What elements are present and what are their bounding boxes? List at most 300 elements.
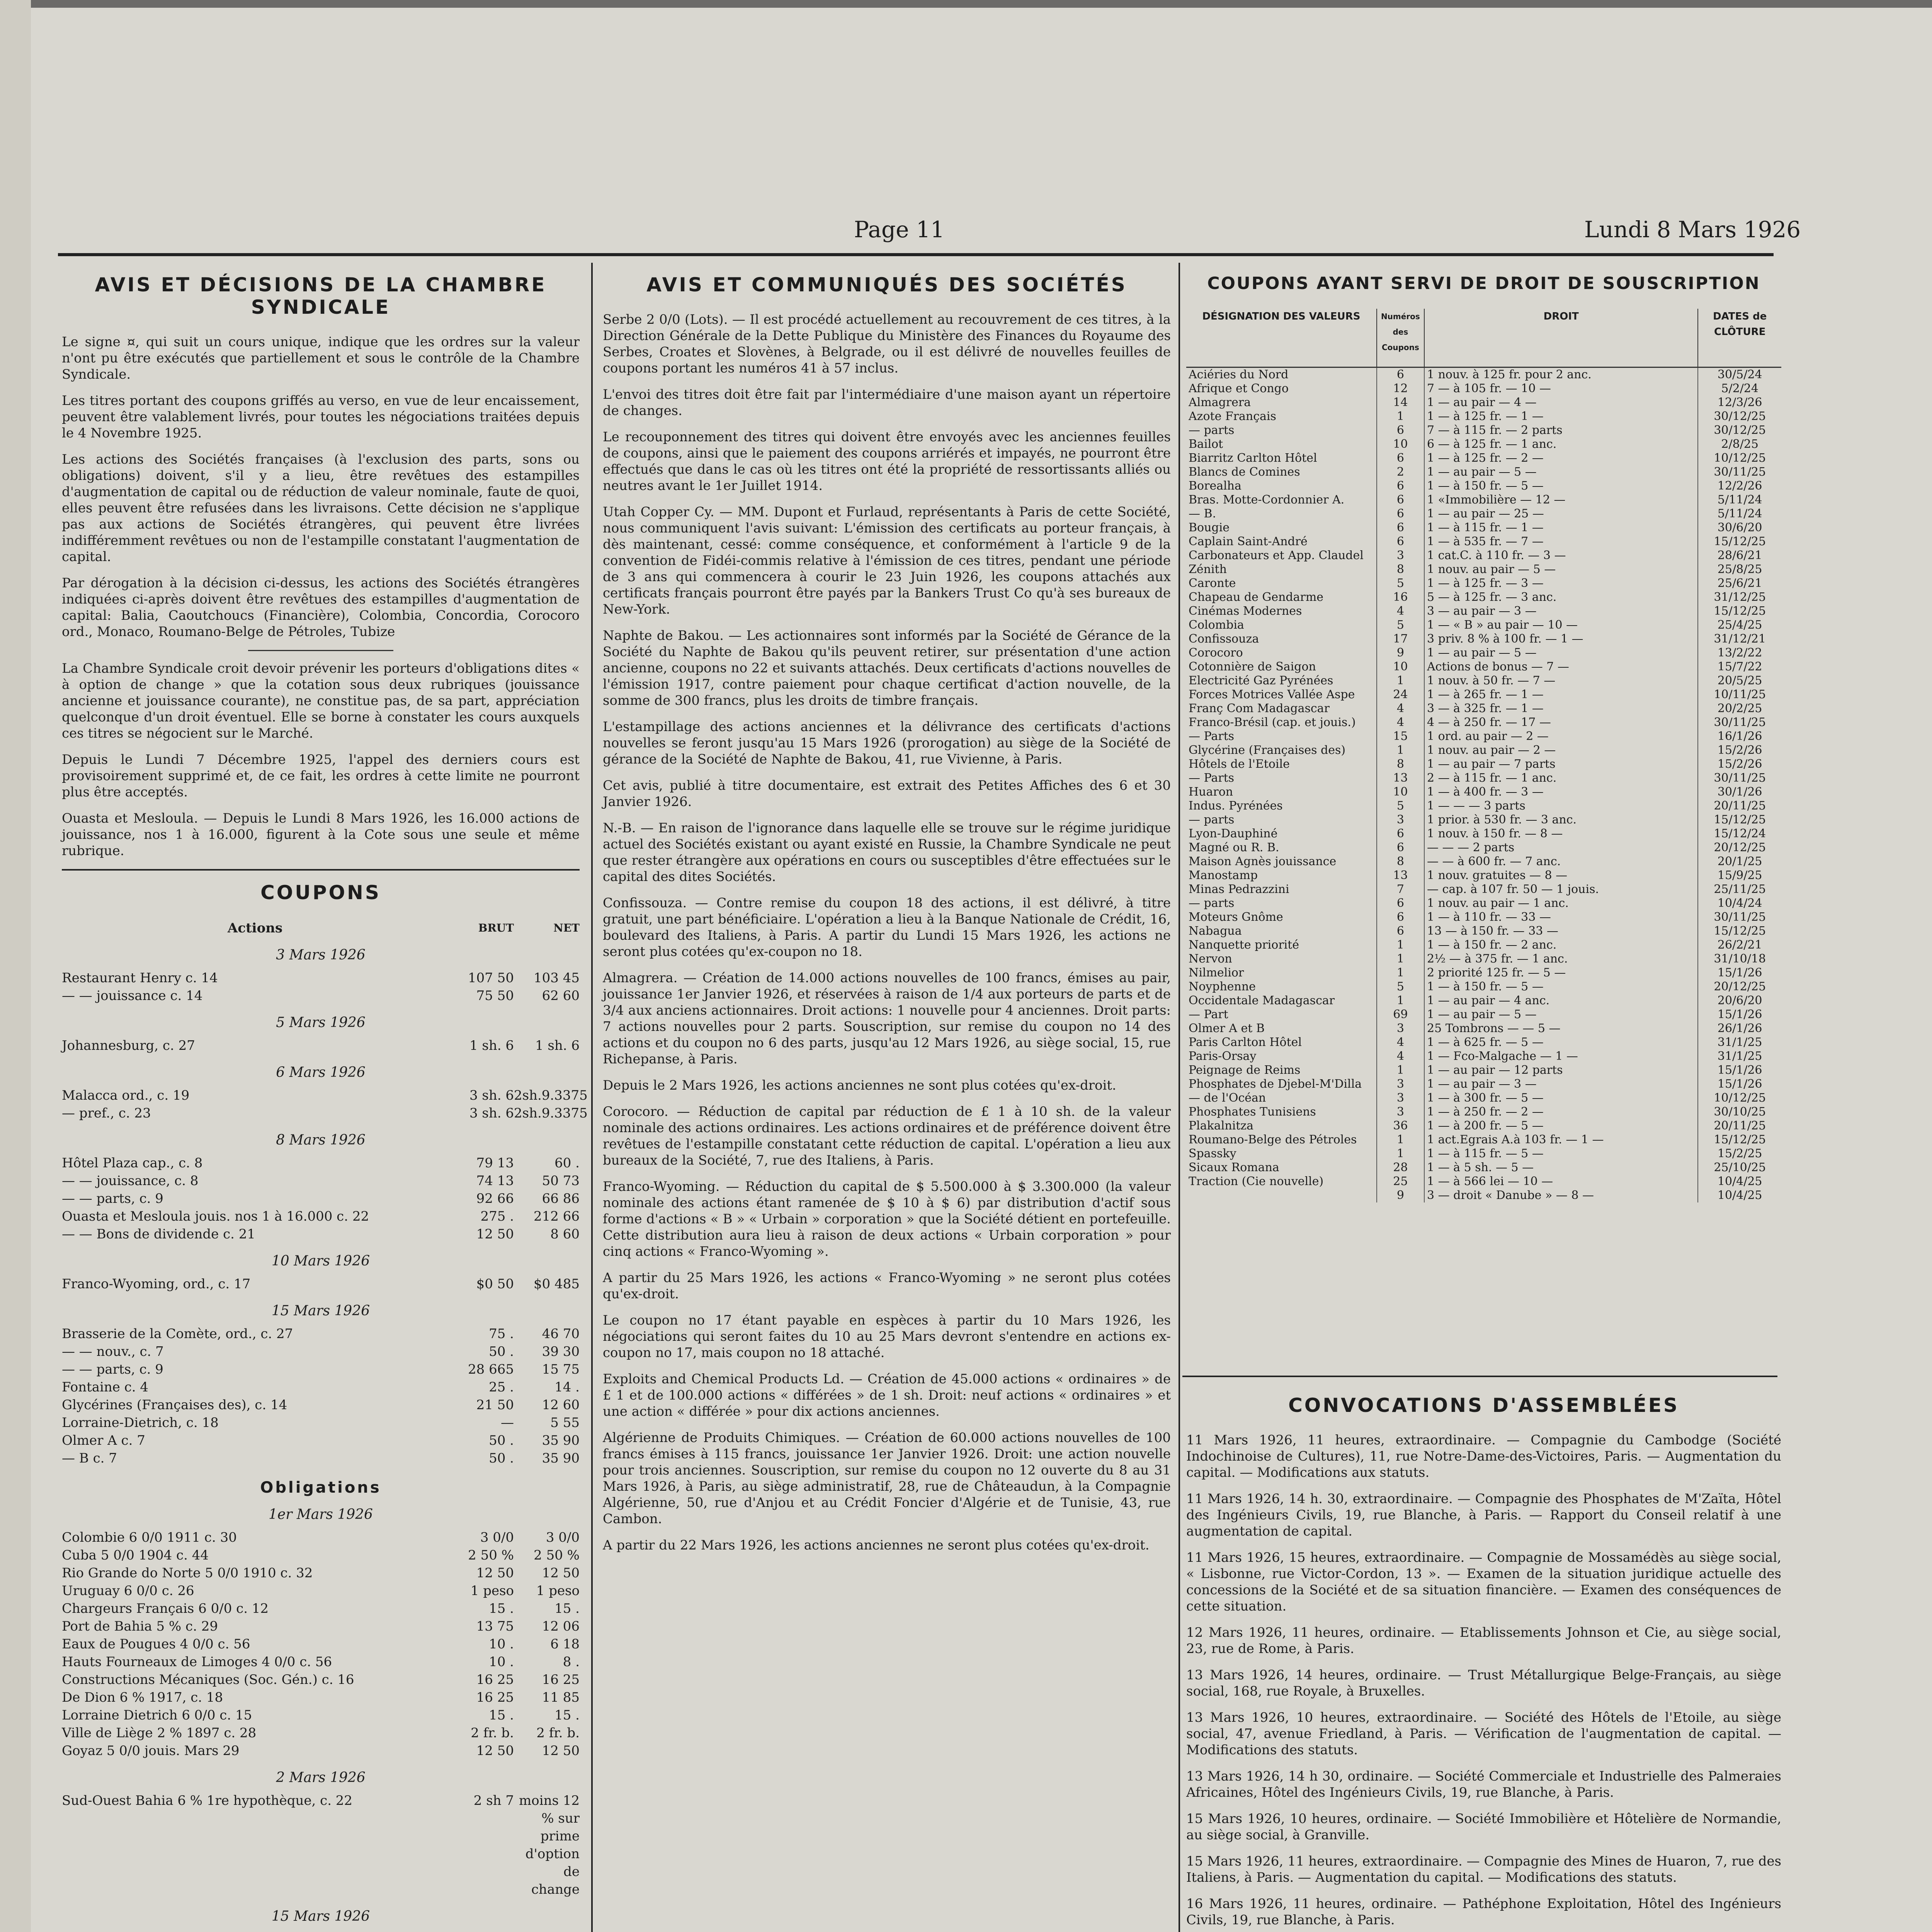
droit-cell: Roumano-Belge des Pétroles — [1186, 1133, 1377, 1147]
droit-cell: — — à 600 fr. — 7 anc. — [1424, 855, 1698, 869]
coupon-net: moins 12 % sur prime d'option de change — [519, 1793, 580, 1897]
droit-cell: Plakalnitza — [1186, 1119, 1377, 1133]
coupon-name: Sud-Ouest Bahia 6 % 1re hypothèque, c. 22 — [62, 1793, 353, 1808]
droit-row — [1186, 451, 1781, 465]
droit-cell: 5 — [1377, 618, 1424, 632]
droit-cell: 8 — [1377, 855, 1424, 869]
droit-cell: 20/6/20 — [1717, 994, 1762, 1007]
coupon-name: Hauts Fourneaux de Limoges 4 0/0 c. 56 — [62, 1654, 332, 1670]
droit-cell: 13/2/22 — [1717, 646, 1762, 660]
droit-row — [1186, 577, 1781, 590]
coupon-brut: 275 . — [480, 1209, 514, 1224]
coupon-name: De Dion 6 % 1917, c. 18 — [62, 1690, 223, 1705]
droit-cell: 1 — [1377, 1133, 1424, 1147]
communiques-paragraph: Utah Copper Cy. — MM. Dupont et Furlaud, représentants à Paris de cette Société, nous communiquent l'avis suivant: L'émission des certificats au porteur français, à dès maintenant, cessé: comme conséquence, et conformément à l'article 9 de la convention de Fidéi-commis relative à l'émission de ces titres, pendant une période de 3 ans qui commencera à courir le 23 Juin 1926, les coupons attachés aux certificats français pourront être payés par la Bankers Trust Co qu'à ses bureaux de New-York. — [603, 504, 1171, 617]
droit-table — [1186, 309, 1781, 1202]
coupon-net: 103 45 — [534, 970, 580, 986]
droit-cell: 6 — [1377, 451, 1424, 465]
droit-cell: 25 — [1377, 1175, 1424, 1189]
convocations-paragraph: 13 Mars 1926, 14 h 30, ordinaire. — Société Commerciale et Industrielle des Palmeraies Africaines, Hôtel des Ingénieurs Civils, 19, rue Blanche, à Paris. — [1186, 1769, 1781, 1800]
droit-cell: 25/4/25 — [1717, 618, 1762, 632]
page-date: Lundi 8 Mars 1926 — [1584, 216, 1801, 243]
coupon-net: 39 30 — [542, 1344, 580, 1359]
communiques-paragraph: L'envoi des titres doit être fait par l'intermédiaire d'une maison ayant un répertoire de changes. — [603, 387, 1171, 418]
convocations-paragraph: 13 Mars 1926, 10 heures, extraordinaire. — Société des Hôtels de l'Etoile, au siège social, 47, avenue Friedland, à Paris. — Vérification de l'augmentation de capital. — Modifications des statuts. — [1186, 1710, 1781, 1758]
droit-cell: 8 — [1377, 563, 1424, 577]
droit-cell: 20/11/25 — [1714, 1119, 1766, 1133]
coupon-net: 16 25 — [542, 1672, 580, 1687]
coupon-row — [62, 1378, 580, 1396]
coupon-row — [62, 1325, 580, 1343]
droit-cell: Afrique et Congo — [1186, 382, 1377, 396]
droit-cell: 6 — [1377, 479, 1424, 493]
coupon-row — [62, 1671, 580, 1689]
coupon-row — [62, 1190, 580, 1208]
avis-paragraph: Depuis le Lundi 7 Décembre 1925, l'appel des derniers cours est provisoirement supprimé et, de ce fait, les ordres à cette limite ne pourront plus être acceptés. — [62, 752, 580, 800]
coupon-brut: 50 . — [489, 1433, 514, 1448]
coupon-date: 15 Mars 1926 — [271, 1908, 370, 1924]
droit-cell: 1 act.Egrais A.à 103 fr. — 1 — — [1424, 1133, 1698, 1147]
droit-cell: 10/4/24 — [1717, 896, 1762, 910]
droit-cell: 12 — [1377, 382, 1424, 396]
coupon-brut: 50 . — [489, 1451, 514, 1466]
droit-cell: 31/12/25 — [1714, 590, 1766, 604]
communiques-paragraph: Depuis le 2 Mars 1926, les actions anciennes ne sont plus cotées qu'ex-droit. — [603, 1078, 1116, 1093]
droit-cell: Confissouza — [1186, 632, 1377, 646]
droit-cell: — Parts — [1186, 771, 1377, 785]
coupon-net: 6 18 — [550, 1636, 580, 1652]
droit-cell: 1 cat.C. à 110 fr. — 3 — — [1424, 549, 1698, 563]
coupon-brut: 15 . — [489, 1601, 514, 1616]
coupon-net: 12 06 — [542, 1619, 580, 1634]
droit-cell: 6 — [1377, 493, 1424, 507]
droit-cell: 2/8/25 — [1721, 437, 1759, 451]
communiques-paragraph: Corocoro. — Réduction de capital par réduction de £ 1 à 10 sh. de la valeur nominale des actions ordinaires. Les actions ordinaires et de préférence doivent être revêtues de l'estampille constatant cette réduction de capital. L'opération a lieu aux bureaux de la Société, 7, rue des Italiens, à Paris. — [603, 1104, 1171, 1168]
communiques-body — [603, 311, 1171, 1553]
droit-row — [1186, 1077, 1781, 1091]
droit-cell — [1186, 1189, 1377, 1202]
droit-cell: 1 — à 115 fr. — 1 — — [1424, 521, 1698, 535]
communiques-paragraph: Exploits and Chemical Products Ld. — Création de 45.000 actions « ordinaires » de £ 1 et de 100.000 actions « différées » de 1 sh. Droit: neuf actions « ordinaires » et une action « différée » pour dix actions anciennes. — [603, 1371, 1171, 1419]
coupon-row — [62, 1546, 580, 1564]
droit-cell: 16/1/26 — [1717, 730, 1762, 743]
column-droit — [1186, 263, 1781, 1372]
coupon-net: 12 50 — [542, 1565, 580, 1581]
droit-cell: Bras. Motte-Cordonnier A. — [1186, 493, 1377, 507]
droit-cell: 10/12/25 — [1714, 451, 1766, 465]
droit-cell: 1 — au pair — 7 parts — [1424, 757, 1698, 771]
droit-cell: 10/12/25 — [1714, 1091, 1766, 1105]
coupon-net: 35 90 — [542, 1433, 580, 1448]
droit-row — [1186, 980, 1781, 994]
coupon-net: 60 . — [554, 1155, 580, 1171]
droit-cell: 1 — à 535 fr. — 7 — — [1424, 535, 1698, 549]
coupon-net: 5 55 — [550, 1415, 580, 1430]
droit-cell: Noyphenne — [1186, 980, 1377, 994]
coupon-brut: 50 . — [489, 1344, 514, 1359]
droit-cell: 25/6/21 — [1717, 577, 1762, 590]
coupon-brut: 12 50 — [476, 1226, 514, 1242]
droit-cell: 1 — au pair — 12 parts — [1424, 1063, 1698, 1077]
droit-row — [1186, 465, 1781, 479]
droit-cell: 1 — à 265 fr. — 1 — — [1424, 688, 1698, 702]
droit-cell: Carbonateurs et App. Claudel — [1186, 549, 1377, 563]
coupon-name: Lorraine Dietrich 6 0/0 c. 15 — [62, 1708, 252, 1723]
droit-row — [1186, 563, 1781, 577]
coupon-name: Lorraine-Dietrich, c. 18 — [62, 1415, 219, 1430]
avis-paragraph: Les actions des Sociétés françaises (à l'exclusion des parts, sons ou obligations) doivent, s'il y a lieu, être revêtues des estampilles d'augmentation de capital ou de réduction de valeur nominale, faute de quoi, elles peuvent être refusées dans les livraisons. Cette décision ne s'applique pas aux actions de Sociétés étrangères, qui peuvent être livrées indifféremment revêtues ou non de l'estampille constatant l'augmentation de capital. — [62, 452, 580, 565]
droit-cell: 1 — à 625 fr. — 5 — — [1424, 1036, 1698, 1049]
convocations-paragraph: 15 Mars 1926, 10 heures, ordinaire. — Société Immobilière et Hôtelière de Normandie, au siège social, à Granville. — [1186, 1811, 1781, 1843]
coupon-row — [62, 1635, 580, 1653]
droit-cell: 1 — au pair — 5 — — [1424, 465, 1698, 479]
droit-cell: 28 — [1377, 1161, 1424, 1175]
coupon-date: 1er Mars 1926 — [269, 1507, 373, 1522]
coupon-name: Olmer A c. 7 — [62, 1433, 145, 1448]
coupon-name: Constructions Mécaniques (Soc. Gén.) c. 16 — [62, 1672, 354, 1687]
droit-row — [1186, 938, 1781, 952]
coupon-net: 66 86 — [542, 1191, 580, 1206]
droit-cell: Minas Pedrazzini — [1186, 883, 1377, 896]
droit-cell: 12/3/26 — [1717, 396, 1762, 409]
droit-cell: Borealha — [1186, 479, 1377, 493]
droit-cell: 3 — [1377, 1077, 1424, 1091]
coupon-brut: 107 50 — [468, 970, 514, 986]
droit-cell: 6 — [1377, 535, 1424, 549]
droit-cell: 3 priv. 8 % à 100 fr. — 1 — — [1424, 632, 1698, 646]
droit-cell: 30/12/25 — [1714, 423, 1766, 437]
section-rule — [1182, 1376, 1777, 1377]
coupon-brut: 75 . — [489, 1326, 514, 1342]
droit-cell: 6 — [1377, 896, 1424, 910]
communiques-paragraph: Serbe 2 0/0 (Lots). — Il est procédé actuellement au recouvrement de ces titres, à la Direction Générale de la Dette Publique du Ministère des Finances du Royaume des Serbes, Croates et Slovènes, à Belgrade, ou il est délivré de nouvelles feuilles de coupons portant les numéros 41 à 57 inclus. — [603, 312, 1171, 376]
droit-cell: 31/10/18 — [1714, 952, 1766, 966]
coupons-head-brut: BRUT — [478, 922, 514, 934]
droit-row — [1186, 1008, 1781, 1022]
droit-cell: 7 — à 105 fr. — 10 — — [1424, 382, 1698, 396]
droit-cell: — parts — [1186, 896, 1377, 910]
droit-cell: Colombia — [1186, 618, 1377, 632]
coupon-date: 10 Mars 1926 — [271, 1253, 370, 1269]
droit-cell: 1 — Fco-Malgache — 1 — — [1424, 1049, 1698, 1063]
droit-cell: 3 — [1377, 1105, 1424, 1119]
coupon-net — [514, 1930, 580, 1932]
coupon-brut: 75 50 — [476, 988, 514, 1003]
communiques-paragraph: N.-B. — En raison de l'ignorance dans laquelle elle se trouve sur le régime juridique actuel des Sociétés existant ou ayant existé en Russie, la Chambre Syndicale ne peut que rester étrangère aux opérations en cours ou susceptibles d'être effectuées sur le capital des dites Sociétés. — [603, 820, 1171, 884]
droit-cell: 1 nouv. gratuites — 8 — — [1424, 869, 1698, 883]
droit-cell: 15/1/26 — [1717, 1077, 1762, 1091]
droit-row — [1186, 841, 1781, 855]
droit-cell: — — — 2 parts — [1424, 841, 1698, 855]
droit-row — [1186, 743, 1781, 757]
coupon-row — [62, 1617, 580, 1635]
column-avis — [62, 263, 588, 1932]
communiques-paragraph: A partir du 25 Mars 1926, les actions « Franco-Wyoming » ne seront plus cotées qu'ex-droit. — [603, 1270, 1171, 1302]
coupon-row — [62, 1208, 580, 1225]
coupon-name: Cuba 5 0/0 1904 c. 44 — [62, 1548, 209, 1563]
droit-cell: 1 — [1377, 952, 1424, 966]
droit-cell: 15/2/25 — [1717, 1147, 1762, 1160]
droit-cell: Zénith — [1186, 563, 1377, 577]
coupon-row — [62, 1653, 580, 1671]
coupon-name: — — parts, c. 9 — [62, 1191, 163, 1206]
droit-cell: 15/12/25 — [1714, 924, 1766, 938]
coupon-row — [62, 1432, 580, 1449]
droit-row — [1186, 785, 1781, 799]
convocations-paragraph: 11 Mars 1926, 15 heures, extraordinaire. — Compagnie de Mossamédès au siège social, « Lisbonne, rue Victor-Cordon, 13 ». — Examen de la situation juridique actuelle des concessions de la Société et de sa situation financière. — Examen des conséquences de cette situation. — [1186, 1550, 1781, 1614]
droit-cell: 20/5/25 — [1717, 674, 1762, 687]
droit-cell: Aciéries du Nord — [1186, 367, 1377, 382]
droit-cell: 31/12/21 — [1714, 632, 1766, 646]
communiques-paragraph: Naphte de Bakou. — Les actionnaires sont informés par la Société de Gérance de la Société du Naphte de Bakou qu'ils peuvent retirer, sur présentation d'une action ancienne, coupons no 22 et suivants attachés. Deux certificats d'actions nouvelles de l'émission 1917, contre paiement pour chaque certificat d'action nouvelle, de la somme de 300 francs, plus les droits de timbre français. — [603, 628, 1171, 708]
droit-cell: 3 — [1377, 549, 1424, 563]
droit-cell: 1 — à 125 fr. — 1 — — [1424, 410, 1698, 423]
droit-cell: 1 — à 5 sh. — 5 — — [1424, 1161, 1698, 1175]
convocations-paragraph: 15 Mars 1926, 11 heures, extraordinaire. — Compagnie des Mines de Huaron, 7, rue des Italiens, à Paris. — Augmentation du capital. — Modifications des statuts. — [1186, 1854, 1781, 1885]
coupon-name: — — jouissance, c. 8 — [62, 1173, 199, 1189]
top-rule — [58, 253, 1774, 256]
coupons-title: COUPONS — [260, 881, 381, 904]
droit-cell: 1 prior. à 530 fr. — 3 anc. — [1424, 813, 1698, 827]
droit-cell: 31/1/25 — [1717, 1036, 1762, 1049]
droit-cell: 15/9/25 — [1717, 869, 1762, 882]
droit-cell: 36 — [1377, 1119, 1424, 1133]
droit-row — [1186, 896, 1781, 910]
droit-cell: 1 — à 400 fr. — 3 — — [1424, 785, 1698, 799]
coupon-brut: 1 peso — [470, 1583, 514, 1599]
droit-cell: 1 nouv. au pair — 5 — — [1424, 563, 1698, 577]
droit-row — [1186, 1189, 1781, 1202]
page-number: Page 11 — [854, 216, 945, 243]
droit-cell: 1 nouv. à 125 fr. pour 2 anc. — [1424, 367, 1698, 382]
coupon-name: Johannesburg, c. 27 — [62, 1038, 195, 1053]
droit-cell: 6 — [1377, 367, 1424, 382]
coupon-name: — B c. 7 — [62, 1451, 117, 1466]
coupon-brut: — — [501, 1415, 514, 1430]
droit-row — [1186, 590, 1781, 604]
droit-cell: Bougie — [1186, 521, 1377, 535]
coupon-row — [62, 1742, 580, 1760]
coupon-name: Malacca ord., c. 19 — [62, 1088, 190, 1103]
obligation-groups — [62, 1507, 580, 1932]
coupon-date: 15 Mars 1926 — [271, 1303, 370, 1319]
droit-cell: 25/11/25 — [1714, 883, 1766, 896]
coupon-name: Rio Grande do Norte 5 0/0 1910 c. 32 — [62, 1565, 313, 1581]
coupon-brut: 3 sh. 6 — [469, 1088, 514, 1103]
coupon-name: Brasserie de la Comète, ord., c. 27 — [62, 1326, 293, 1342]
coupon-row — [62, 1582, 580, 1600]
droit-cell: 5 — [1377, 577, 1424, 590]
droit-cell: 1 — [1377, 674, 1424, 688]
droit-row — [1186, 674, 1781, 688]
droit-cell: Chapeau de Gendarme — [1186, 590, 1377, 604]
droit-cell: 1 — [1377, 938, 1424, 952]
droit-row — [1186, 1022, 1781, 1036]
coupon-net: 1 sh. 6 — [535, 1038, 580, 1053]
droit-cell: 10 — [1377, 437, 1424, 451]
coupon-net: 12 50 — [542, 1743, 580, 1759]
coupon-name: Ouasta et Mesloula jouis. nos 1 à 16.000 c. 22 — [62, 1209, 369, 1224]
droit-cell: 30/11/25 — [1714, 771, 1766, 785]
droit-row — [1186, 1091, 1781, 1105]
coupon-groups — [62, 947, 588, 1467]
coupon-net: 8 . — [563, 1654, 580, 1670]
coupon-row — [62, 1792, 580, 1898]
communiques-paragraph: Confissouza. — Contre remise du coupon 18 des actions, il est délivré, à titre gratuit, une part bénéficiaire. L'opération a lieu à la Banque Nationale de Crédit, 16, boulevard des Italiens, à Paris. A partir du Lundi 15 Mars 1926, les actions ne seront plus cotées qu'ex-coupon no 18. — [603, 895, 1171, 959]
droit-cell: 1 — à 300 fr. — 5 — — [1424, 1091, 1698, 1105]
droit-row — [1186, 521, 1781, 535]
droit-cell: — Part — [1186, 1008, 1377, 1022]
droit-cell: 1 — [1377, 410, 1424, 423]
droit-row — [1186, 688, 1781, 702]
coupon-row — [62, 1564, 580, 1582]
droit-cell: 5/11/24 — [1717, 493, 1762, 507]
convocations-paragraph: 12 Mars 1926, 11 heures, ordinaire. — Etablissements Johnson et Cie, au siège social, 23, rue de Rome, à Paris. — [1186, 1625, 1781, 1656]
droit-cell: 1 — [1377, 1063, 1424, 1077]
coupon-name: — — Bons de dividende c. 21 — [62, 1226, 256, 1242]
coupon-net: 46 70 — [542, 1326, 580, 1342]
coupon-net: 2sh.9.3375 — [514, 1088, 588, 1103]
droit-cell: Forces Motrices Vallée Aspe — [1186, 688, 1377, 702]
droit-cell: 4 — [1377, 1049, 1424, 1063]
droit-cell: 1 — à 200 fr. — 5 — — [1424, 1119, 1698, 1133]
droit-cell: 3 — au pair — 3 — — [1424, 604, 1698, 618]
droit-cell: 15/7/22 — [1717, 660, 1762, 673]
droit-cell: 2 — [1377, 465, 1424, 479]
droit-row — [1186, 771, 1781, 785]
avis-paragraph: Ouasta et Mesloula. — Depuis le Lundi 8 Mars 1926, les 16.000 actions de jouissance, nos 1 à 16.000, figurent à la Cote sous une seule et même rubrique. — [62, 811, 580, 859]
droit-cell: 1 — « B » au pair — 10 — — [1424, 618, 1698, 632]
coupon-net: 15 75 — [542, 1362, 580, 1377]
communiques-paragraph: Almagrera. — Création de 14.000 actions nouvelles de 100 francs, émises au pair, jouissance 1er Janvier 1926, et réservées à raison de 1/4 aux porteurs de parts et de 3/4 aux anciens actionnaires. Droit actions: 1 nouvelle pour 4 anciennes. Droit parts: 7 actions nouvelles pour 2 parts. Souscription, sur remise du coupon no 14 des actions et du coupon no 6 des parts, jusqu'au 12 Mars 1926, au siège social, 15, rue Richepanse, à Paris. — [603, 970, 1171, 1067]
coupon-date: 5 Mars 1926 — [276, 1015, 366, 1031]
coupon-row — [62, 1414, 580, 1432]
droit-row — [1186, 994, 1781, 1008]
droit-cell: 6 — [1377, 507, 1424, 521]
droit-cell: 26/2/21 — [1717, 938, 1762, 952]
droit-cell: 1 — à 566 lei — 10 — — [1424, 1175, 1698, 1189]
droit-cell: Paris-Orsay — [1186, 1049, 1377, 1063]
coupon-row — [62, 1930, 580, 1932]
droit-cell: 15/1/26 — [1717, 1008, 1762, 1021]
droit-cell: Phosphates de Djebel-M'Dilla — [1186, 1077, 1377, 1091]
droit-cell: — B. — [1186, 507, 1377, 521]
droit-row — [1186, 507, 1781, 521]
droit-row — [1186, 924, 1781, 938]
droit-cell: 2 priorité 125 fr. — 5 — — [1424, 966, 1698, 980]
droit-cell: Nabagua — [1186, 924, 1377, 938]
droit-cell: 5 — à 125 fr. — 3 anc. — [1424, 590, 1698, 604]
droit-row — [1186, 910, 1781, 924]
droit-cell: 2½ — à 375 fr. — 1 anc. — [1424, 952, 1698, 966]
avis-paragraph: Par dérogation à la décision ci-dessus, les actions des Sociétés étrangères indiquées ci-après doivent être revêtues des estampilles d'augmentation de capital: Balia, Caoutchoucs (Financière), Colombia, Concordia, Corocoro ord., Monaco, Roumano-Belge de Pétroles, Tubize — [62, 575, 580, 639]
droit-cell: 8 — [1377, 757, 1424, 771]
droit-row — [1186, 632, 1781, 646]
droit-cell: 9 — [1377, 1189, 1424, 1202]
coupon-net: 11 85 — [542, 1690, 580, 1705]
droit-cell: 10/4/25 — [1717, 1189, 1762, 1202]
droit-cell: Lyon-Dauphiné — [1186, 827, 1377, 841]
coupon-brut: 12 50 — [476, 1565, 514, 1581]
coupon-row — [62, 1275, 580, 1293]
droit-cell: 1 — au pair — 5 — — [1424, 1008, 1698, 1022]
coupon-row — [62, 1104, 588, 1122]
coupon-brut: 15 . — [489, 1708, 514, 1723]
coupon-name: Hôtel Plaza cap., c. 8 — [62, 1155, 203, 1171]
droit-cell: 16 — [1377, 590, 1424, 604]
coupon-row — [62, 1343, 580, 1361]
coupon-name: Fontaine c. 4 — [62, 1379, 149, 1395]
coupon-brut: $0 50 — [476, 1276, 514, 1292]
droit-cell: 20/2/25 — [1717, 702, 1762, 715]
droit-cell: 1 — [1377, 994, 1424, 1008]
communiques-title: AVIS ET COMMUNIQUÉS DES SOCIÉTÉS — [646, 274, 1127, 296]
droit-cell: Caronte — [1186, 577, 1377, 590]
coupon-name: Franco-Wyoming, ord., c. 17 — [62, 1276, 251, 1292]
droit-row — [1186, 535, 1781, 549]
droit-cell: 3 — [1377, 813, 1424, 827]
droit-cell: Indus. Pyrénées — [1186, 799, 1377, 813]
coupon-brut: 74 13 — [476, 1173, 514, 1189]
droit-cell: 30/1/26 — [1717, 785, 1762, 799]
coupon-brut: 3 sh. 6 — [469, 1105, 514, 1121]
coupon-row — [62, 1449, 580, 1467]
droit-cell: 17 — [1377, 632, 1424, 646]
droit-cell: 25/10/25 — [1714, 1161, 1766, 1174]
droit-cell: Huaron — [1186, 785, 1377, 799]
droit-row — [1186, 730, 1781, 743]
droit-cell: 30/11/25 — [1714, 910, 1766, 924]
coupon-name: Colombie 6 0/0 1911 c. 30 — [62, 1530, 237, 1545]
coupon-net: 2 fr. b. — [536, 1725, 580, 1741]
droit-cell: — de l'Océan — [1186, 1091, 1377, 1105]
droit-cell: 15 — [1377, 730, 1424, 743]
droit-cell: 1 nouv. à 150 fr. — 8 — — [1424, 827, 1698, 841]
droit-cell: 28/6/21 — [1717, 549, 1762, 562]
coupon-name: — — nouv., c. 7 — [62, 1344, 164, 1359]
coupon-name: Eaux de Pougues 4 0/0 c. 56 — [62, 1636, 250, 1652]
convocations-paragraph: 11 Mars 1926, 14 h. 30, extraordinaire. — Compagnie des Phosphates de M'Zaïta, Hôtel des Ingénieurs Civils, 19, rue Blanche, à Paris. — Rapport du Conseil relatif à une augmentation de capital. — [1186, 1491, 1781, 1539]
coupon-net: 2 50 % — [534, 1548, 580, 1563]
droit-cell: 15/2/26 — [1717, 743, 1762, 757]
coupon-brut: 2 50 % — [468, 1548, 514, 1563]
coupon-name: Restaurant Henry c. 14 — [62, 970, 218, 986]
droit-cell: 1 — [1377, 1147, 1424, 1161]
droit-cell: 1 — à 150 fr. — 5 — — [1424, 980, 1698, 994]
droit-row — [1186, 410, 1781, 423]
droit-row — [1186, 382, 1781, 396]
droit-cell: 4 — [1377, 1036, 1424, 1049]
droit-row — [1186, 646, 1781, 660]
droit-cell: — parts — [1186, 423, 1377, 437]
droit-cell: Nilmelior — [1186, 966, 1377, 980]
convocations-paragraph: 11 Mars 1926, 11 heures, extraordinaire. — Compagnie du Cambodge (Société Indochinoise de Cultures), 11, rue Notre-Dame-des-Victoires, Paris. — Augmentation du capital. — Modifications aux statuts. — [1186, 1432, 1781, 1480]
coupon-net: 50 73 — [542, 1173, 580, 1189]
communiques-paragraph: A partir du 22 Mars 1926, les actions anciennes ne seront plus cotées qu'ex-droit. — [603, 1537, 1150, 1553]
droit-cell: 25 Tombrons — — 5 — — [1424, 1022, 1698, 1036]
coupon-name: — pref., c. 23 — [62, 1105, 151, 1121]
coupon-brut: 16 25 — [476, 1690, 514, 1705]
droit-cell: 13 — [1377, 869, 1424, 883]
coupon-brut: 2 sh 7 — [473, 1793, 514, 1808]
droit-cell: 1 — au pair — 4 — — [1424, 396, 1698, 410]
coupon-brut: 10 . — [489, 1654, 514, 1670]
droit-head-num: Numéros des Coupons — [1377, 309, 1424, 367]
droit-row — [1186, 869, 1781, 883]
avis-paragraph: Le signe ¤, qui suit un cours unique, indique que les ordres sur la valeur n'ont pu être exécutés que partiellement et sous le contrôle de la Chambre Syndicale. — [62, 334, 580, 382]
droit-cell: Magné ou R. B. — [1186, 841, 1377, 855]
communiques-paragraph: L'estampillage des actions anciennes et la délivrance des certificats d'actions nouvelles se feront jusqu'au 15 Mars 1926 (prorogation) au siège de la Société de gérance de la Société de Naphte de Bakou, 41, rue Vivienne, à Paris. — [603, 719, 1171, 767]
